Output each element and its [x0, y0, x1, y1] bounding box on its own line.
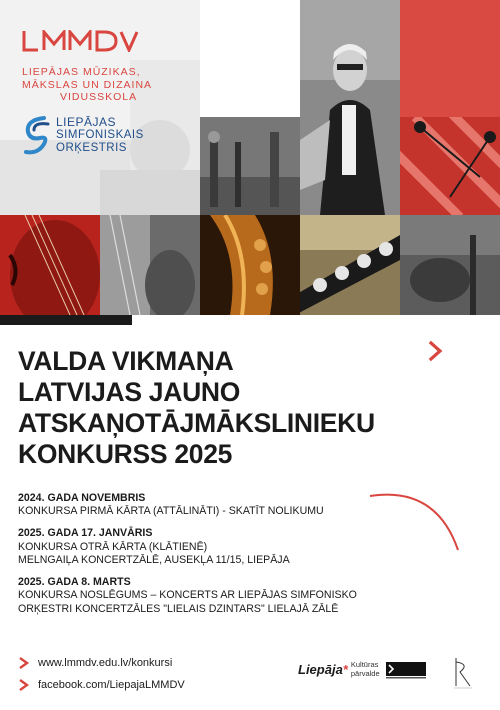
kkf-logo — [386, 660, 428, 685]
school-name — [22, 66, 152, 104]
event-item — [18, 527, 357, 567]
title-line: ATSKAŅOTĀJMĀKSLINIEKU — [18, 408, 375, 438]
website-link[interactable] — [18, 655, 185, 671]
event-item — [18, 576, 357, 616]
chevron-right-icon — [428, 340, 444, 362]
facebook-link-text[interactable]: facebook.com/LiepajaLMMDV — [38, 679, 185, 691]
facebook-link[interactable] — [18, 677, 185, 693]
school-name-line: MĀKSLAS UN DIZAINA — [22, 78, 153, 91]
divider-bar — [0, 315, 132, 325]
chevron-right-icon — [18, 657, 32, 669]
orchestra-name — [56, 116, 144, 155]
lmmdv-logo — [22, 30, 140, 52]
event-description: ORĶESTRI KONCERTZĀLES "LIELAIS DZINTARS" LIELAJĀ ZĀLĒ — [18, 602, 339, 615]
website-link-text[interactable]: www.lmmdv.edu.lv/konkursi — [38, 657, 173, 669]
event-date: 2025. GADA 8. MARTS — [18, 576, 131, 589]
signature-logo — [452, 656, 474, 695]
orchestra-logo — [22, 114, 144, 156]
event-item — [18, 492, 357, 519]
instruments-photo — [400, 215, 500, 315]
orchestra-line: SIMFONISKAIS — [56, 128, 144, 141]
event-description: KONKURSA PIRMĀ KĀRTA (ATTĀLINĀTI) - SKATĪT NOLIKUMU — [18, 505, 324, 518]
event-date: 2025. GADA 17. JANVĀRIS — [18, 527, 153, 540]
event-schedule — [18, 492, 357, 625]
blank-tile — [200, 0, 300, 117]
event-description: KONKURSA OTRĀ KĀRTA (KLĀTIENĒ) — [18, 540, 208, 553]
event-date: 2024. GADA NOVEMBRIS — [18, 492, 146, 504]
orchestra-line: ORĶESTRIS — [56, 141, 127, 154]
saxophone-photo — [200, 215, 300, 315]
event-description: MELNGAIĻA KONCERTZĀLĒ, AUSEKĻA 11/15, LIEPĀJA — [18, 554, 290, 567]
orchestra-line: LIEPĀJAS — [56, 114, 117, 129]
school-name-line: VIDUSSKOLA — [60, 91, 138, 103]
decorative-arc — [366, 486, 466, 556]
stage-photo — [200, 117, 300, 215]
school-name-line: LIEPĀJAS MŪZIKAS, — [22, 66, 141, 78]
culture-department-label: Kultūras pārvalde — [350, 660, 380, 678]
strings-photo — [100, 215, 200, 315]
title-line: KONKURSS 2025 — [18, 439, 233, 469]
orchestra-swirl-icon — [22, 114, 50, 156]
conductor-photo — [300, 0, 400, 215]
xylophone-photo — [400, 117, 500, 215]
contact-links — [18, 655, 185, 699]
chevron-right-icon — [18, 679, 32, 691]
event-description: KONKURSA NOSLĒGUMS – KONCERTS AR LIEPĀJAS SIMFONISKO — [18, 589, 357, 602]
red-tile — [400, 0, 500, 117]
poster-title — [18, 346, 375, 470]
lmmdv-brand — [22, 30, 152, 104]
liepaja-culture-logo — [298, 661, 380, 678]
clarinet-photo — [300, 215, 400, 315]
liepaja-wordmark: Liepāja* — [298, 662, 348, 677]
title-line: VALDA VIKMAŅA — [18, 346, 234, 376]
title-line: LATVIJAS JAUNO — [18, 377, 241, 407]
violin-photo — [0, 215, 100, 315]
